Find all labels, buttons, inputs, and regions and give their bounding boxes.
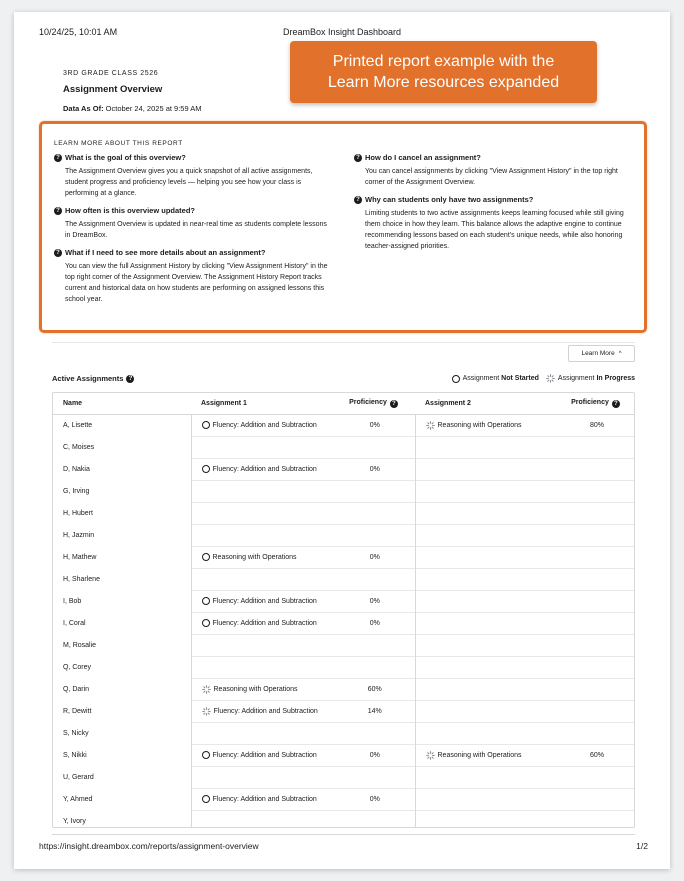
- faq-question: [54, 248, 332, 257]
- assignment-2-cell: [415, 568, 558, 590]
- student-name: U, Gerard: [63, 773, 94, 781]
- proficiency-2-value: [558, 502, 635, 524]
- assignment-2-cell: [415, 458, 558, 480]
- proficiency-2-value: [558, 656, 635, 678]
- assignment-2-cell[interactable]: [415, 414, 558, 436]
- assignment-2-name: Reasoning with Operations: [437, 421, 522, 429]
- assignment-2-name: Reasoning with Operations: [437, 751, 522, 759]
- assignment-2-cell: [415, 766, 558, 788]
- table-row: [53, 436, 635, 458]
- proficiency-1-value: [335, 524, 415, 546]
- assignment-1-cell[interactable]: [191, 458, 335, 480]
- assignment-1-name: Fluency: Addition and Subtraction: [212, 597, 317, 605]
- empty-circle-icon: [202, 421, 210, 429]
- table-row: [53, 568, 635, 590]
- legend-not-started: [452, 375, 539, 383]
- divider: [52, 834, 635, 835]
- assignment-2-cell[interactable]: [415, 744, 558, 766]
- faq-item: [54, 153, 332, 199]
- print-date: 10/24/25, 10:01 AM: [39, 27, 118, 37]
- question-circle-icon[interactable]: ?: [390, 400, 398, 408]
- assignment-1-cell: [191, 722, 335, 744]
- assignment-1-cell[interactable]: [191, 744, 335, 766]
- assignment-1: [202, 795, 326, 803]
- assignment-1-cell: [191, 524, 335, 546]
- table-row: [53, 700, 635, 722]
- proficiency-1-value: 0%: [335, 458, 415, 480]
- learn-more-panel: [39, 121, 647, 333]
- table-row: [53, 788, 635, 810]
- assignment-1-cell[interactable]: [191, 700, 335, 722]
- proficiency-2-value: [558, 810, 635, 828]
- empty-circle-icon: [202, 465, 210, 473]
- assignment-1: [202, 597, 326, 605]
- question-circle-icon: ?: [354, 154, 362, 162]
- table-row: [53, 744, 635, 766]
- faq-answer: You can view the full Assignment History by clicking "View Assignment History" in the top right corner of the Assignment Overview. The Assignment History Report tracks current and historical data on how students are performing on assigned lessons this school year.: [65, 263, 328, 303]
- assignment-1-cell: [191, 568, 335, 590]
- assignment-1-name: Fluency: Addition and Subtraction: [212, 751, 317, 759]
- proficiency-2-value: [558, 634, 635, 656]
- assignment-1-name: Fluency: Addition and Subtraction: [212, 421, 317, 429]
- assignment-1-cell: [191, 436, 335, 458]
- assignment-2-cell: [415, 612, 558, 634]
- proficiency-2-value: [558, 722, 635, 744]
- callout-line-1: Printed report example with the: [332, 53, 555, 70]
- assignment-1-cell[interactable]: [191, 546, 335, 568]
- table-body: [53, 414, 635, 828]
- assignment-1-cell: [191, 810, 335, 828]
- proficiency-1-value: 14%: [335, 700, 415, 722]
- column-header-assignment-2: Assignment 2: [415, 393, 558, 414]
- student-name: I, Coral: [63, 619, 86, 627]
- assignment-1-name: Fluency: Addition and Subtraction: [212, 619, 317, 627]
- table-row: [53, 502, 635, 524]
- callout-line-2: Learn More resources expanded: [327, 74, 560, 91]
- assignment-2-cell: [415, 480, 558, 502]
- proficiency-2-value: [558, 480, 635, 502]
- table-row: [53, 634, 635, 656]
- proficiency-1-value: [335, 502, 415, 524]
- dashed-spinner-icon: [426, 421, 435, 430]
- assignment-2-cell: [415, 524, 558, 546]
- legend-in-progress-prefix: Assignment: [557, 375, 595, 382]
- assignment-1-name: Fluency: Addition and Subtraction: [212, 465, 317, 473]
- assignment-1-name: Fluency: Addition and Subtraction: [213, 707, 318, 715]
- proficiency-2-value: [558, 788, 635, 810]
- assignment-2-cell: [415, 634, 558, 656]
- question-circle-icon[interactable]: ?: [612, 400, 620, 408]
- learn-more-toggle-button[interactable]: [568, 345, 635, 362]
- proficiency-1-value: 0%: [335, 612, 415, 634]
- proficiency-1-value: [335, 568, 415, 590]
- question-circle-icon: ?: [354, 196, 362, 204]
- proficiency-2-value: [558, 436, 635, 458]
- assignment-1-cell[interactable]: [191, 788, 335, 810]
- proficiency-1-value: [335, 634, 415, 656]
- assignment-1-name: Fluency: Addition and Subtraction: [212, 795, 317, 803]
- table-row: [53, 590, 635, 612]
- proficiency-1-value: 60%: [335, 678, 415, 700]
- status-legend: [452, 374, 635, 383]
- data-as-of: [63, 104, 202, 113]
- assignment-1: [202, 553, 326, 561]
- student-name: S, Nicky: [63, 729, 89, 737]
- assignment-2-cell: [415, 502, 558, 524]
- table-row: [53, 678, 635, 700]
- student-name: H, Jazmin: [63, 531, 95, 539]
- faq-answer: The Assignment Overview gives you a quick snapshot of all active assignments, student progress and proficiency levels — helping you see how your class is performing at a glance.: [65, 168, 313, 197]
- assignment-1: [202, 421, 326, 429]
- column-header-proficiency-1: [335, 393, 415, 414]
- assignment-1-cell[interactable]: [191, 612, 335, 634]
- student-name: M, Rosalie: [63, 641, 97, 649]
- table-row: [53, 524, 635, 546]
- table-row: [53, 612, 635, 634]
- proficiency-2-value: 80%: [589, 421, 604, 429]
- print-header-title: DreamBox Insight Dashboard: [282, 27, 402, 37]
- student-name: H, Mathew: [63, 553, 97, 561]
- table-row: [53, 546, 635, 568]
- student-name: A, Lisette: [63, 421, 93, 429]
- assignment-2-cell: [415, 546, 558, 568]
- empty-circle-icon: [202, 795, 210, 803]
- proficiency-2-value: [558, 766, 635, 788]
- proficiency-1-value: 0%: [335, 744, 415, 766]
- assignment-1-cell: [191, 502, 335, 524]
- proficiency-1-label: Proficiency: [349, 398, 387, 406]
- printed-page: [14, 12, 670, 869]
- column-header-proficiency-2: [558, 393, 635, 414]
- faq-question: [54, 206, 332, 215]
- proficiency-1-value: [335, 480, 415, 502]
- data-as-of-label: Data As Of:: [63, 104, 104, 113]
- assignment-2-cell: [415, 678, 558, 700]
- assignment-1-cell: [191, 634, 335, 656]
- table-row: [53, 656, 635, 678]
- student-name: C, Moises: [63, 443, 95, 451]
- assignment-1-cell[interactable]: [191, 414, 335, 436]
- legend-in-progress: [546, 374, 635, 383]
- faq-question-text: Why can students only have two assignments?: [365, 195, 534, 204]
- legend-in-progress-label: In Progress: [596, 375, 635, 382]
- legend-not-started-prefix: Assignment: [462, 375, 500, 382]
- faq-answer: Limiting students to two active assignments keeps learning focused while still giving them choice in how they learn. This balance allows the adaptive engine to continue recommending lessons based on each student's unique needs, while also honoring teacher-assigned priorities.: [365, 210, 624, 250]
- table-row: [53, 458, 635, 480]
- faq-answer: The Assignment Overview is updated in near-real time as students complete lessons in DreamBox.: [65, 221, 327, 239]
- assignment-2-cell: [415, 700, 558, 722]
- assignment-2-cell: [415, 590, 558, 612]
- faq-item: [54, 248, 332, 305]
- annotation-callout: [290, 41, 597, 103]
- proficiency-1-value: [335, 766, 415, 788]
- question-circle-icon: ?: [54, 154, 62, 162]
- faq-question: [54, 153, 332, 162]
- assignment-1-cell: [191, 656, 335, 678]
- assignment-2: [426, 751, 549, 760]
- assignment-2-cell: [415, 656, 558, 678]
- class-name: 3RD GRADE CLASS 2526: [63, 70, 159, 77]
- faq-question-text: What if I need to see more details about an assignment?: [65, 248, 266, 257]
- proficiency-1-value: [335, 810, 415, 828]
- dashed-spinner-icon: [202, 685, 211, 694]
- assignment-1-name: Reasoning with Operations: [212, 553, 297, 561]
- faq-question-text: How do I cancel an assignment?: [365, 153, 481, 162]
- table-header-row: [53, 393, 635, 414]
- faq-answer: You can cancel assignments by clicking "View Assignment History" in the top right corner of the Assignment Overview.: [365, 168, 618, 186]
- page-number: 1/2: [636, 841, 648, 851]
- proficiency-1-value: 0%: [335, 788, 415, 810]
- faq-item: [54, 206, 332, 241]
- proficiency-1-value: 0%: [335, 590, 415, 612]
- faq-question-text: What is the goal of this overview?: [65, 153, 186, 162]
- proficiency-1-value: [335, 656, 415, 678]
- proficiency-2-value: 60%: [558, 744, 635, 766]
- student-name: D, Nakia: [63, 465, 90, 473]
- student-name: Y, Ivory: [63, 817, 86, 825]
- faq-column-left: [54, 153, 332, 312]
- learn-more-button-label: Learn More: [581, 350, 615, 357]
- faq-question-text: How often is this overview updated?: [65, 206, 196, 215]
- student-name: I, Bob: [63, 597, 82, 605]
- assignment-1-cell: [191, 480, 335, 502]
- chevron-up-icon: ^: [618, 350, 622, 357]
- page-title: Assignment Overview: [63, 84, 163, 95]
- proficiency-2-value: [558, 568, 635, 590]
- empty-circle-icon: [202, 619, 210, 627]
- divider: [52, 342, 635, 343]
- column-header-assignment-1: Assignment 1: [191, 393, 335, 414]
- empty-circle-icon: [202, 553, 210, 561]
- proficiency-2-label: Proficiency: [571, 398, 609, 406]
- table-row: [53, 414, 635, 436]
- student-name: Q, Darin: [63, 685, 90, 693]
- proficiency-2-value: [558, 678, 635, 700]
- legend-not-started-label: Not Started: [501, 375, 539, 382]
- proficiency-1-value: 0%: [369, 421, 380, 429]
- assignment-1-cell[interactable]: [191, 678, 335, 700]
- assignment-2-cell: [415, 436, 558, 458]
- assignment-1-cell: [191, 766, 335, 788]
- student-name: Q, Corey: [63, 663, 92, 671]
- data-as-of-value: October 24, 2025 at 9:59 AM: [105, 104, 202, 113]
- active-assignments-label: [52, 374, 137, 383]
- student-name: H, Hubert: [63, 509, 93, 517]
- assignment-2-cell: [415, 788, 558, 810]
- proficiency-1-value: [335, 722, 415, 744]
- student-name: H, Sharlene: [63, 575, 100, 583]
- proficiency-2-value: [558, 612, 635, 634]
- proficiency-2-value: [558, 590, 635, 612]
- active-assignments-text: Active Assignments: [52, 374, 124, 383]
- faq-question: [354, 195, 632, 204]
- assignment-1: [202, 751, 326, 759]
- column-header-name: Name: [53, 393, 191, 414]
- empty-circle-icon: [202, 751, 210, 759]
- question-circle-icon[interactable]: ?: [126, 375, 134, 383]
- faq-item: [354, 153, 632, 188]
- assignment-1: [202, 685, 326, 694]
- assignment-2: [426, 421, 549, 430]
- question-circle-icon: ?: [54, 249, 62, 257]
- student-name: G, Irving: [63, 487, 90, 495]
- dashed-spinner-icon: [426, 751, 435, 760]
- learn-more-heading: LEARN MORE ABOUT THIS REPORT: [54, 140, 183, 147]
- proficiency-1-value: 0%: [335, 546, 415, 568]
- assignment-1: [202, 619, 326, 627]
- proficiency-2-value: [558, 700, 635, 722]
- student-name: R, Dewitt: [63, 707, 92, 715]
- faq-item: [354, 195, 632, 252]
- assignment-1: [202, 465, 326, 473]
- assignment-2-cell: [415, 722, 558, 744]
- proficiency-2-value: [558, 458, 635, 480]
- dashed-spinner-icon: [202, 707, 211, 716]
- student-name: S, Nikki: [63, 751, 87, 759]
- assignments-table: [52, 392, 635, 828]
- faq-question: [354, 153, 632, 162]
- assignment-1-name: Reasoning with Operations: [213, 685, 298, 693]
- table-row: [53, 766, 635, 788]
- proficiency-1-value: [335, 436, 415, 458]
- empty-circle-icon: [452, 375, 460, 383]
- assignment-1: [202, 707, 326, 716]
- assignment-1-cell[interactable]: [191, 590, 335, 612]
- table-row: [53, 810, 635, 828]
- student-name: Y, Ahmed: [63, 795, 93, 803]
- proficiency-2-value: [558, 524, 635, 546]
- proficiency-2-value: [558, 546, 635, 568]
- dashed-spinner-icon: [546, 374, 555, 383]
- question-circle-icon: ?: [54, 207, 62, 215]
- assignment-2-cell: [415, 810, 558, 828]
- footer-url: https://insight.dreambox.com/reports/assignment-overview: [39, 841, 259, 851]
- empty-circle-icon: [202, 597, 210, 605]
- faq-column-right: [354, 153, 632, 312]
- table-row: [53, 480, 635, 502]
- table-row: [53, 722, 635, 744]
